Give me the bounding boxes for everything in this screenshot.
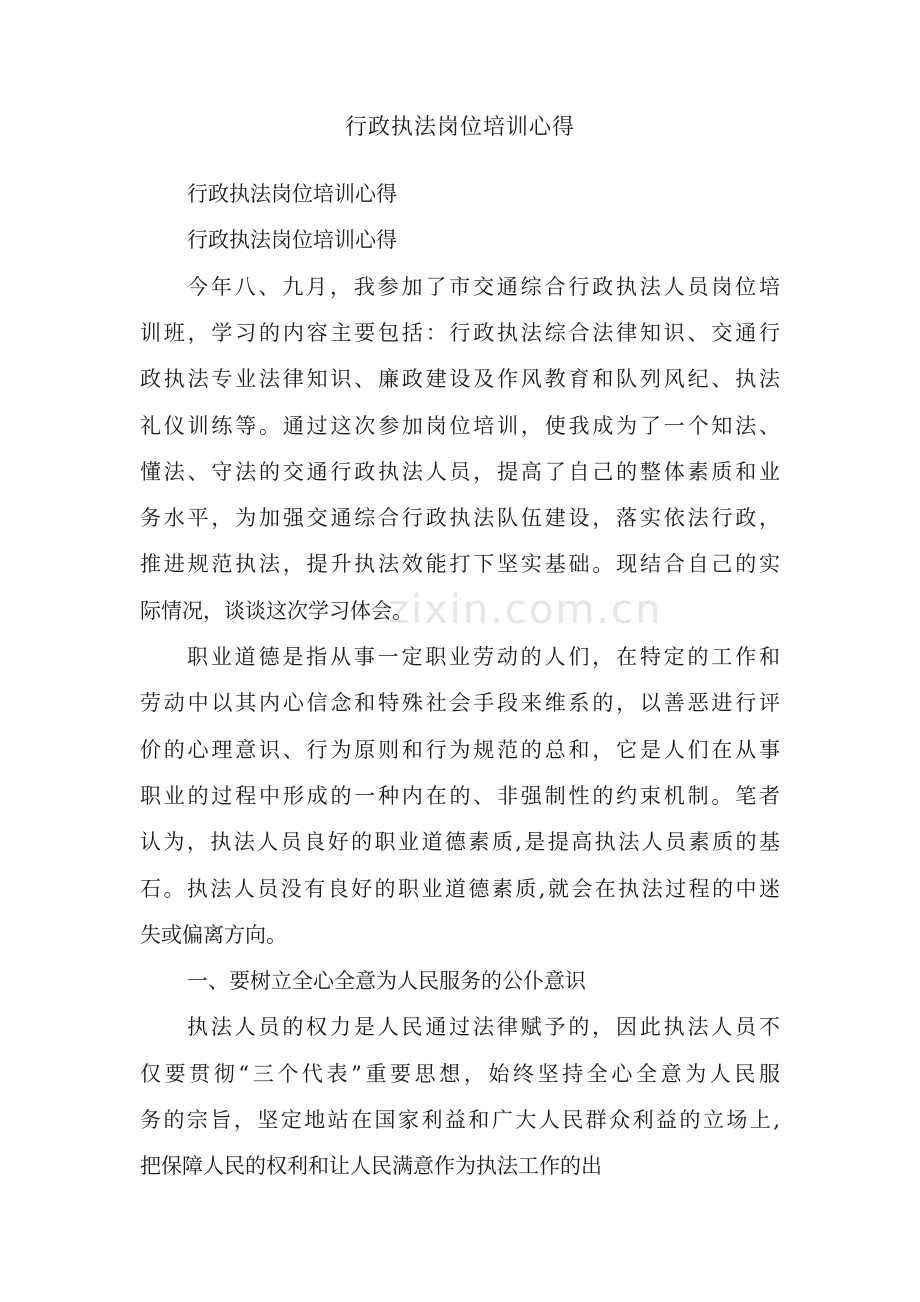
- text-line: 仅要贯彻“三个代表”重要思想，始终坚持全心全意为人民服: [140, 1062, 780, 1086]
- text-line: 务的宗旨，坚定地站在国家利益和广大人民群众利益的立场上,: [140, 1108, 780, 1132]
- text-line: 训班，学习的内容主要包括：行政执法综合法律知识、交通行: [140, 321, 780, 345]
- text-line: 职业的过程中形成的一种内在的、非强制性的约束机制。笔者: [140, 784, 780, 808]
- text-line: 行政执法岗位培训心得: [187, 182, 397, 206]
- watermark: zixin.com.cn: [388, 587, 663, 633]
- text-line: 一、要树立全心全意为人民服务的公仆意识: [187, 969, 586, 993]
- text-line: 政执法专业法律知识、廉政建设及作风教育和队列风纪、执法: [140, 367, 780, 391]
- text-line: 礼仪训练等。通过这次参加岗位培训，使我成为了一个知法、: [140, 414, 780, 438]
- text-line: 今年八、九月，我参加了市交通综合行政执法人员岗位培: [187, 275, 780, 299]
- text-line: 懂法、守法的交通行政执法人员，提高了自己的整体素质和业: [140, 460, 780, 484]
- text-line: 劳动中以其内心信念和特殊社会手段来维系的，以善恶进行评: [140, 691, 780, 715]
- document-title: 行政执法岗位培训心得: [344, 115, 575, 140]
- text-line: 认为，执法人员良好的职业道德素质,是提高执法人员素质的基: [140, 830, 780, 854]
- text-line: 推进规范执法，提升执法效能打下坚实基础。现结合自己的实: [140, 552, 780, 576]
- text-line: 职业道德是指从事一定职业劳动的人们，在特定的工作和: [187, 645, 780, 669]
- text-line: 石。执法人员没有良好的职业道德素质,就会在执法过程的中迷: [140, 877, 780, 901]
- text-line: 务水平，为加强交通综合行政执法队伍建设，落实依法行政，: [140, 506, 780, 530]
- text-line: 行政执法岗位培训心得: [187, 228, 397, 252]
- text-line: 价的心理意识、行为原则和行为规范的总和，它是人们在从事: [140, 738, 780, 762]
- text-line: 把保障人民的权利和让人民满意作为执法工作的出: [140, 1154, 602, 1178]
- text-line: 际情况，谈谈这次学习体会。: [140, 599, 413, 623]
- text-line: 失或偏离方向。: [140, 923, 287, 947]
- text-line: 执法人员的权力是人民通过法律赋予的，因此执法人员不: [187, 1015, 780, 1039]
